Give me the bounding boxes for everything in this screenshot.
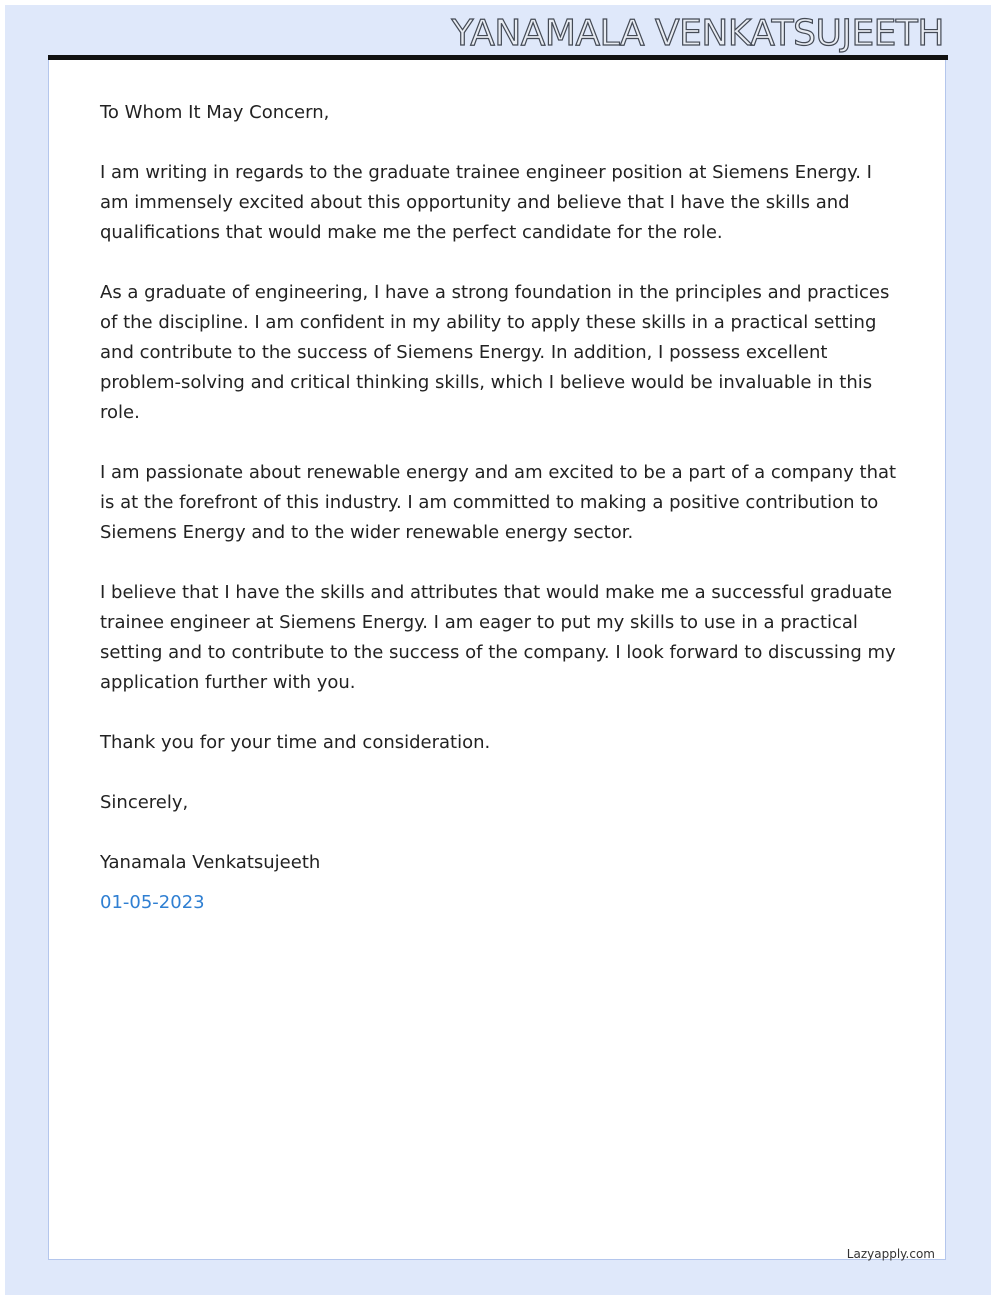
salutation: To Whom It May Concern,: [100, 102, 330, 123]
footer-brand: Lazyapply.com: [846, 1247, 935, 1261]
header-name: YANAMALA VENKATSUJEETH: [451, 13, 944, 54]
paragraph-4: I believe that I have the skills and attributes that would make me a successful graduate trainee engineer at Siemens Energy. I am eager to put my skills to use in a practical setting and to contribute to the success of the company. I look forward to discussing my application further with you.: [100, 582, 896, 693]
paragraph-3: I am passionate about renewable energy and am excited to be a part of a company that is at the forefront of this industry. I am committed to making a positive contribution to Siemens Energy and to the wider renewable energy sector.: [100, 462, 897, 543]
letter-date: 01-05-2023: [100, 892, 205, 913]
paragraph-5: Thank you for your time and consideration.: [100, 732, 491, 753]
letter-body: [100, 98, 900, 918]
paragraph-2: As a graduate of engineering, I have a strong foundation in the principles and practices of the discipline. I am confident in my ability to apply these skills in a practical setting and contribute to the success of Siemens Energy. In addition, I possess excellent problem-solving and critical thinking skills, which I believe would be invaluable in this role.: [100, 282, 890, 423]
paragraph-1: I am writing in regards to the graduate trainee engineer position at Siemens Energy. I am immensely excited about this opportunity and believe that I have the skills and qualifications that would make me the perfect candidate for the role.: [100, 162, 872, 243]
closing: Sincerely,: [100, 792, 189, 813]
header-divider: [48, 55, 948, 60]
signature-name: Yanamala Venkatsujeeth: [100, 852, 321, 873]
